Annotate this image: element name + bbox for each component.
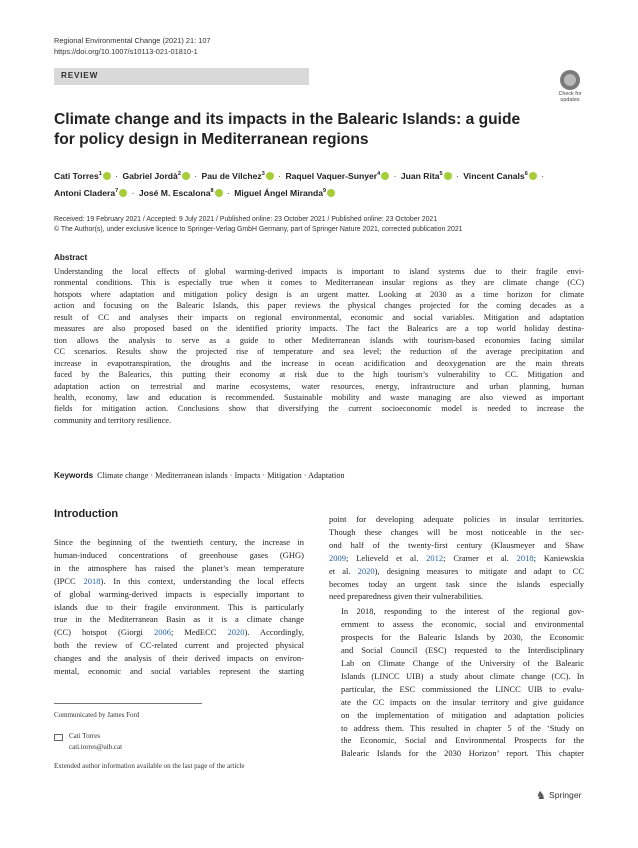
text-line — [329, 747, 584, 760]
orcid-icon[interactable] — [327, 189, 335, 197]
abstract-line: result of CC and analyses their impacts on regional environmental, economic and social variables. Mitigation and adaptation — [54, 312, 584, 322]
author-affiliation-number: 9 — [323, 188, 327, 195]
journal-citation — [54, 35, 211, 57]
orcid-icon[interactable] — [103, 172, 111, 180]
author-affiliation-number: 5 — [439, 171, 443, 177]
text-line — [329, 644, 584, 657]
orcid-icon[interactable] — [182, 172, 190, 180]
text-line — [54, 562, 304, 575]
text-segment: on the implementation of mitigation and adaptation policies — [341, 709, 584, 720]
communicated-by: Communicated by James Ford — [54, 711, 140, 719]
author-separator: · — [112, 170, 121, 181]
author-name-text: José M. Escalona — [138, 188, 211, 199]
title-line: Climate change and its impacts in the Balearic Islands: a guide — [54, 111, 521, 128]
text-line — [329, 709, 584, 722]
title-line: for policy design in Mediterranean regions — [54, 130, 369, 148]
corresponding-author-email[interactable]: cati.torres@uib.cat — [69, 743, 123, 751]
footnote-divider — [54, 703, 202, 704]
text-segment: ernment to assess the economic, social and environmental — [341, 619, 584, 630]
text-segment: human-induced concentrations of greenhouse gases (GHG) — [54, 549, 304, 560]
citation-link[interactable]: 2020 — [227, 627, 245, 638]
keywords-label: Keywords — [54, 471, 94, 480]
citation-link[interactable]: 2006 — [153, 627, 171, 638]
author-name-text: Pau de Vílchez — [201, 170, 262, 181]
text-line — [54, 613, 304, 626]
text-line — [329, 605, 584, 618]
text-line — [329, 657, 584, 670]
text-segment: ; Lelieveld et al. — [346, 552, 427, 563]
check-updates-line2: updates — [560, 97, 580, 103]
author-name-text: Miguel Ángel Miranda — [234, 188, 323, 199]
text-segment: ate the CC impacts on the insular territory and give guidance — [341, 696, 584, 707]
citation-link[interactable]: 2018 — [83, 575, 101, 586]
author-affiliation-number: 4 — [377, 171, 381, 177]
orcid-icon[interactable] — [266, 172, 274, 180]
envelope-icon — [54, 734, 63, 741]
author-separator: · — [453, 170, 462, 181]
author-separator: · — [538, 170, 544, 181]
orcid-icon[interactable] — [215, 189, 223, 197]
abstract-line: Understanding the local effects of global warming-derived impacts is important to island systems due to their fragile envi- — [54, 267, 584, 276]
abstract-heading: Abstract — [54, 253, 88, 262]
abstract-line: action and focusing on the Balearic Islands, this paper reviews the physical changes projected for the coming decades as a — [54, 301, 584, 311]
abstract-line: hotspots where adaptation and mitigation policy design is an urgent matter. Looking at 2030 as a time horizon for climate — [54, 289, 584, 299]
author-name[interactable] — [202, 171, 274, 181]
check-updates-line1: Check for — [558, 91, 582, 97]
journal-reference: Regional Environmental Change (2021) 21: 107 — [54, 36, 211, 45]
text-line — [54, 665, 304, 678]
author-name[interactable] — [401, 171, 452, 181]
abstract-line: tion allows the analysis to serve as a guide to other Mediterranean islands with tourism-based economies facing similar — [54, 335, 584, 345]
text-segment: ; Cramer et al. — [443, 552, 517, 563]
author-separator: · — [191, 170, 200, 181]
section-label: REVIEW — [61, 71, 99, 80]
text-line — [329, 696, 584, 709]
text-line — [54, 639, 304, 652]
author-separator: · — [129, 188, 137, 199]
corresponding-author-name: Cati Torres — [69, 732, 101, 740]
text-segment: in the atmosphere has raised the planet’s mean temperature — [54, 562, 304, 573]
text-line — [329, 683, 584, 696]
author-affiliation-number: 2 — [177, 171, 181, 177]
text-line — [329, 565, 584, 578]
author-list — [54, 167, 594, 202]
abstract-line: faced by the Balearics, this putting their economy at risk due to the high tourism’s vulnerability to CC. Mitigation and — [54, 370, 584, 380]
author-affiliation-number: 7 — [115, 188, 119, 195]
text-segment: ). Accordingly, — [244, 627, 304, 638]
text-segment: Though these changes will be most noticeable in the sec- — [329, 526, 584, 537]
text-segment: ; Kaniewskia — [533, 552, 584, 563]
orcid-icon[interactable] — [119, 189, 127, 197]
article-title — [54, 110, 574, 149]
text-segment: islands due to their fragile environment. This is particularly — [54, 601, 304, 612]
text-segment: ; MedECC — [170, 627, 228, 638]
publisher-logo — [536, 789, 596, 803]
text-line — [329, 631, 584, 644]
author-separator: · — [275, 170, 284, 181]
citation-link[interactable]: 2012 — [426, 552, 444, 563]
text-segment: true in the Mediterranean Basin as it is a climate change — [54, 614, 304, 625]
author-name[interactable] — [139, 188, 223, 198]
check-updates-icon — [560, 70, 580, 90]
citation-link[interactable]: 2018 — [516, 552, 534, 563]
text-line — [329, 539, 584, 552]
text-line — [329, 618, 584, 631]
paragraph — [329, 605, 584, 760]
text-line — [329, 734, 584, 747]
text-segment: the Economic, Social and Environmental Prospects for the — [341, 735, 584, 746]
text-segment: changes and the analysis of their derived impacts on environ- — [54, 653, 304, 664]
abstract-body — [54, 266, 584, 426]
text-segment: (CC) hotspot (Giorgi — [54, 627, 154, 638]
abstract-line: fields for mitigation action. Conclusions show that diversifying the current socioeconomic model is needed to increase the — [54, 404, 584, 414]
paragraph — [329, 513, 584, 603]
text-line — [329, 552, 584, 565]
body-column-right — [329, 513, 584, 760]
text-segment: ond half of the twenty-first century (Klausmeyer and Shaw — [329, 539, 584, 550]
text-line — [54, 536, 304, 549]
publication-dates — [54, 215, 594, 235]
text-segment: (IPCC — [54, 575, 84, 586]
text-segment: both the review of CC-related current and projected physical — [54, 640, 304, 651]
text-segment: In 2018, responding to the interest of the regional gov- — [341, 606, 584, 617]
author-affiliation-number: 8 — [210, 188, 214, 195]
abstract-line: increase in evapotranspiration, the droughts and the increase in ocean acidification and deoxygenation are the main threats — [54, 358, 584, 368]
author-name-text: Cati Torres — [54, 170, 99, 181]
text-segment: et al. — [329, 565, 358, 576]
author-name-text: Antoni Cladera — [54, 188, 116, 199]
text-segment: to address them. This resulted in chapter 5 of the ‘Study on — [341, 722, 584, 733]
author-name[interactable] — [54, 188, 127, 198]
text-segment: particular, the ESC commissioned the LINCC UIB to evalu- — [341, 683, 584, 694]
text-line — [54, 626, 304, 639]
text-segment: Balearic Islands for the 2030 Horizon’ report. This chapter — [341, 748, 584, 759]
dates-line: Received: 19 February 2021 / Accepted: 9 July 2021 / Published online: 23 October 2021 / Published online: 23 October 2021 — [54, 216, 438, 223]
text-segment: becomes today an urgent task since the islands especially — [329, 578, 584, 589]
text-line — [329, 526, 584, 539]
doi-link[interactable]: https://doi.org/10.1007/s10113-021-01810-1 — [54, 47, 198, 56]
author-name-text: Gabriel Jordà — [122, 170, 178, 181]
author-separator: · — [391, 170, 399, 181]
text-line — [54, 588, 304, 601]
publisher-name: Springer — [549, 790, 582, 800]
author-name[interactable] — [285, 171, 389, 181]
abstract-line: CC scenarios. Results show the projected rise of temperature and sea level; the reduction of the average precipitation and — [54, 347, 584, 357]
text-segment: need preparedness given their vulnerabilities. — [329, 591, 484, 602]
text-segment: of global warming-derived impacts is especially important to — [54, 588, 304, 599]
text-line — [329, 722, 584, 735]
text-segment: ). In this context, understanding the local effects — [100, 575, 304, 586]
text-line — [329, 670, 584, 683]
text-line — [54, 652, 304, 665]
author-separator: · — [224, 188, 233, 199]
text-line — [329, 513, 584, 526]
text-segment: prospects for the Balearic Islands by 2030, the Economic — [341, 632, 584, 643]
abstract-line: ronmental conditions. This is especially true when it comes to Mediterranean insular regions as they are climate change (CC) — [54, 278, 584, 288]
orcid-icon[interactable] — [529, 172, 537, 180]
citation-link[interactable]: 2009 — [329, 552, 346, 563]
abstract-line: adaptation action on terrestrial and marine ecosystems, water resources, energy, infrastructure and urban planning, human — [54, 381, 584, 391]
keywords — [54, 471, 584, 480]
citation-link[interactable]: 2020 — [357, 565, 375, 576]
body-column-left — [54, 536, 304, 678]
copyright-line: © The Author(s), under exclusive licence to Springer-Verlag GmbH Germany, part of Springer Nature 2021, corrected publication 2021 — [54, 226, 463, 234]
text-segment: point for developing adequate policies in insular territories. — [329, 514, 584, 524]
text-line — [54, 575, 304, 588]
text-segment: and Social Council (ESC) requested to the Interdisciplinary — [341, 645, 584, 656]
text-segment: Lab on Climate Change of the University of the Balearic — [341, 657, 584, 668]
abstract-line: measures are also proposed based on the identified priority impacts. The fact the Balearics are a top world holiday destina- — [54, 324, 584, 334]
author-name[interactable] — [463, 171, 537, 181]
abstract-line: health, economy, law and education is recommended. Sustainable mobility and waste managing are also viewed as important — [54, 392, 584, 402]
springer-horse-icon: ♞ — [536, 790, 546, 802]
author-name-text: Juan Rita — [400, 170, 440, 181]
author-name-text: Raquel Vaquer-Sunyer — [285, 170, 378, 181]
orcid-icon[interactable] — [381, 172, 389, 180]
extended-author-info: Extended author information available on the last page of the article — [54, 762, 245, 770]
author-affiliation-number: 1 — [98, 171, 102, 177]
author-name[interactable] — [122, 171, 189, 181]
author-name-text: Vincent Canals — [463, 170, 525, 181]
text-segment: mental, economic and social variables represent the starting — [54, 666, 304, 677]
text-segment: Since the beginning of the twentieth century, the increase in — [54, 537, 304, 547]
text-line — [54, 549, 304, 562]
text-line — [329, 578, 584, 591]
orcid-icon[interactable] — [444, 172, 452, 180]
introduction-heading: Introduction — [54, 508, 119, 520]
text-segment: ), designing measures to mitigate and adapt to CC — [374, 565, 584, 576]
check-for-updates-badge[interactable] — [551, 70, 589, 106]
author-name[interactable] — [54, 171, 111, 181]
author-affiliation-number: 3 — [261, 171, 265, 177]
text-line — [329, 590, 584, 603]
abstract-line: community and territory resilience. — [54, 415, 172, 425]
text-segment: Islands (LINCC UIB) a study about climate change (CC). In — [341, 670, 584, 681]
text-line — [54, 601, 304, 614]
keywords-list: Climate change · Mediterranean islands · Impacts · Mitigation · Adaptation — [97, 471, 345, 480]
author-affiliation-number: 6 — [524, 171, 528, 177]
author-name[interactable] — [234, 188, 335, 198]
